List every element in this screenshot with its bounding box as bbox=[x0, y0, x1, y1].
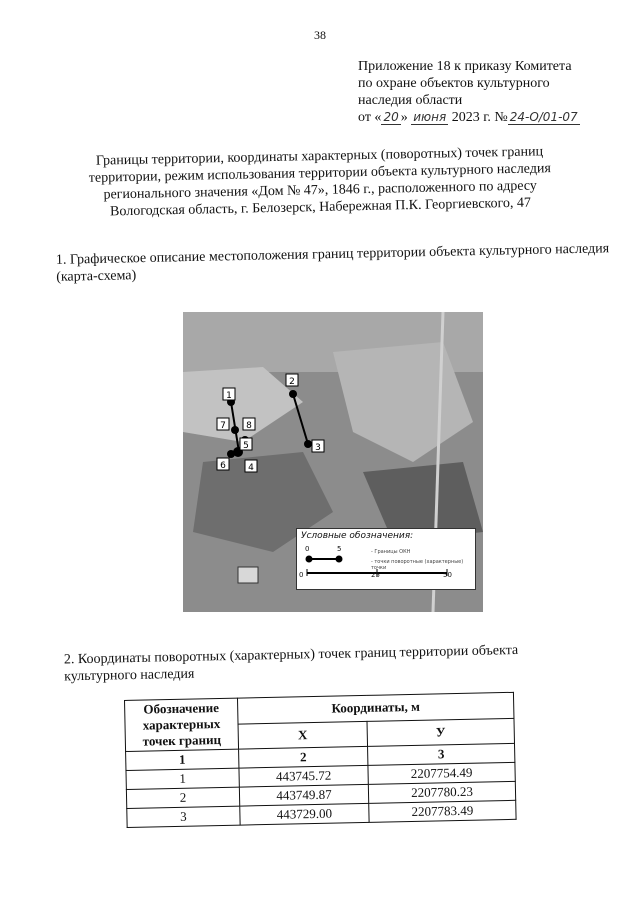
appendix-line: Приложение 18 к приказу Комитета bbox=[358, 59, 572, 74]
map-legend bbox=[296, 528, 476, 590]
y-cell: 2207780.23 bbox=[368, 781, 515, 803]
point-label: 4 bbox=[248, 463, 254, 473]
page-number: 38 bbox=[314, 28, 326, 42]
date-year: 2023 г. № bbox=[448, 110, 508, 125]
map-building bbox=[238, 567, 258, 583]
legend-point-icon bbox=[336, 556, 343, 563]
map-scheme bbox=[183, 312, 483, 612]
boundary-point bbox=[227, 450, 235, 458]
boundary-point bbox=[231, 426, 239, 434]
scale-label: 25 bbox=[371, 571, 380, 579]
boundary-point bbox=[304, 440, 312, 448]
section-2-heading: 2. Координаты поворотных (характерных) точек границ территории объекта культурного наследия bbox=[63, 642, 519, 685]
legend-entry: - Границы ОКН bbox=[371, 549, 411, 555]
point-label: 3 bbox=[315, 443, 321, 453]
x-cell: 443745.72 bbox=[239, 765, 368, 787]
appendix-line: по охране объектов культурного bbox=[358, 76, 550, 91]
document-title: Границы территории, координаты характерных (поворотных) точек границ территории, режим использования территории объекта культурного наследия регионального значения «Дом № 47», 1846 г., расположенного по адресу Вологодская область, г. Белозерск, Набережная П.К. Георгиевского, 47 bbox=[88, 144, 551, 220]
point-cell: 1 bbox=[126, 768, 239, 789]
index-cell: 3 bbox=[368, 743, 515, 765]
point-cell: 2 bbox=[126, 787, 239, 808]
date-prefix: от « bbox=[358, 110, 382, 125]
legend-entry: - точки поворотные (характерные) точки bbox=[371, 559, 464, 571]
header-y: У bbox=[367, 718, 515, 747]
header-x: X bbox=[238, 721, 368, 749]
date-month: июня bbox=[413, 110, 447, 124]
legend-sample-right: 5 bbox=[337, 545, 342, 553]
coordinates-table bbox=[124, 692, 517, 828]
x-cell: 443749.87 bbox=[239, 784, 368, 806]
header-point-designation: Обозначение характерных точек границ bbox=[125, 698, 239, 751]
point-label: 2 bbox=[289, 377, 295, 387]
legend-title: Условные обозначения: bbox=[301, 531, 414, 541]
scale-label: 0 bbox=[299, 571, 304, 579]
scale-label: 50 bbox=[443, 571, 452, 579]
legend-sample-left: 0 bbox=[305, 545, 310, 553]
point-label: 5 bbox=[243, 441, 249, 451]
section-1-heading: 1. Графическое описание местоположения границ территории объекта культурного наследия (карта-схема) bbox=[55, 241, 610, 285]
y-cell: 2207783.49 bbox=[369, 800, 516, 822]
date-mid: » bbox=[400, 110, 412, 125]
y-cell: 2207754.49 bbox=[368, 762, 515, 784]
header-coordinates: Координаты, м bbox=[237, 692, 513, 723]
point-label: 6 bbox=[220, 461, 226, 471]
legend-point-icon bbox=[306, 556, 313, 563]
index-cell: 1 bbox=[126, 749, 239, 770]
point-cell: 3 bbox=[127, 806, 240, 827]
point-label: 8 bbox=[246, 421, 252, 431]
point-label: 1 bbox=[226, 391, 232, 401]
x-cell: 443729.00 bbox=[240, 803, 369, 825]
appendix-date-line bbox=[358, 109, 628, 126]
index-cell: 2 bbox=[239, 746, 368, 768]
appendix-line: наследия области bbox=[358, 93, 463, 108]
point-label: 7 bbox=[220, 421, 226, 431]
boundary-point bbox=[289, 390, 297, 398]
appendix-header bbox=[358, 58, 628, 126]
order-number: 24-О/01-07 bbox=[509, 110, 578, 124]
date-day: 20 bbox=[383, 110, 399, 124]
